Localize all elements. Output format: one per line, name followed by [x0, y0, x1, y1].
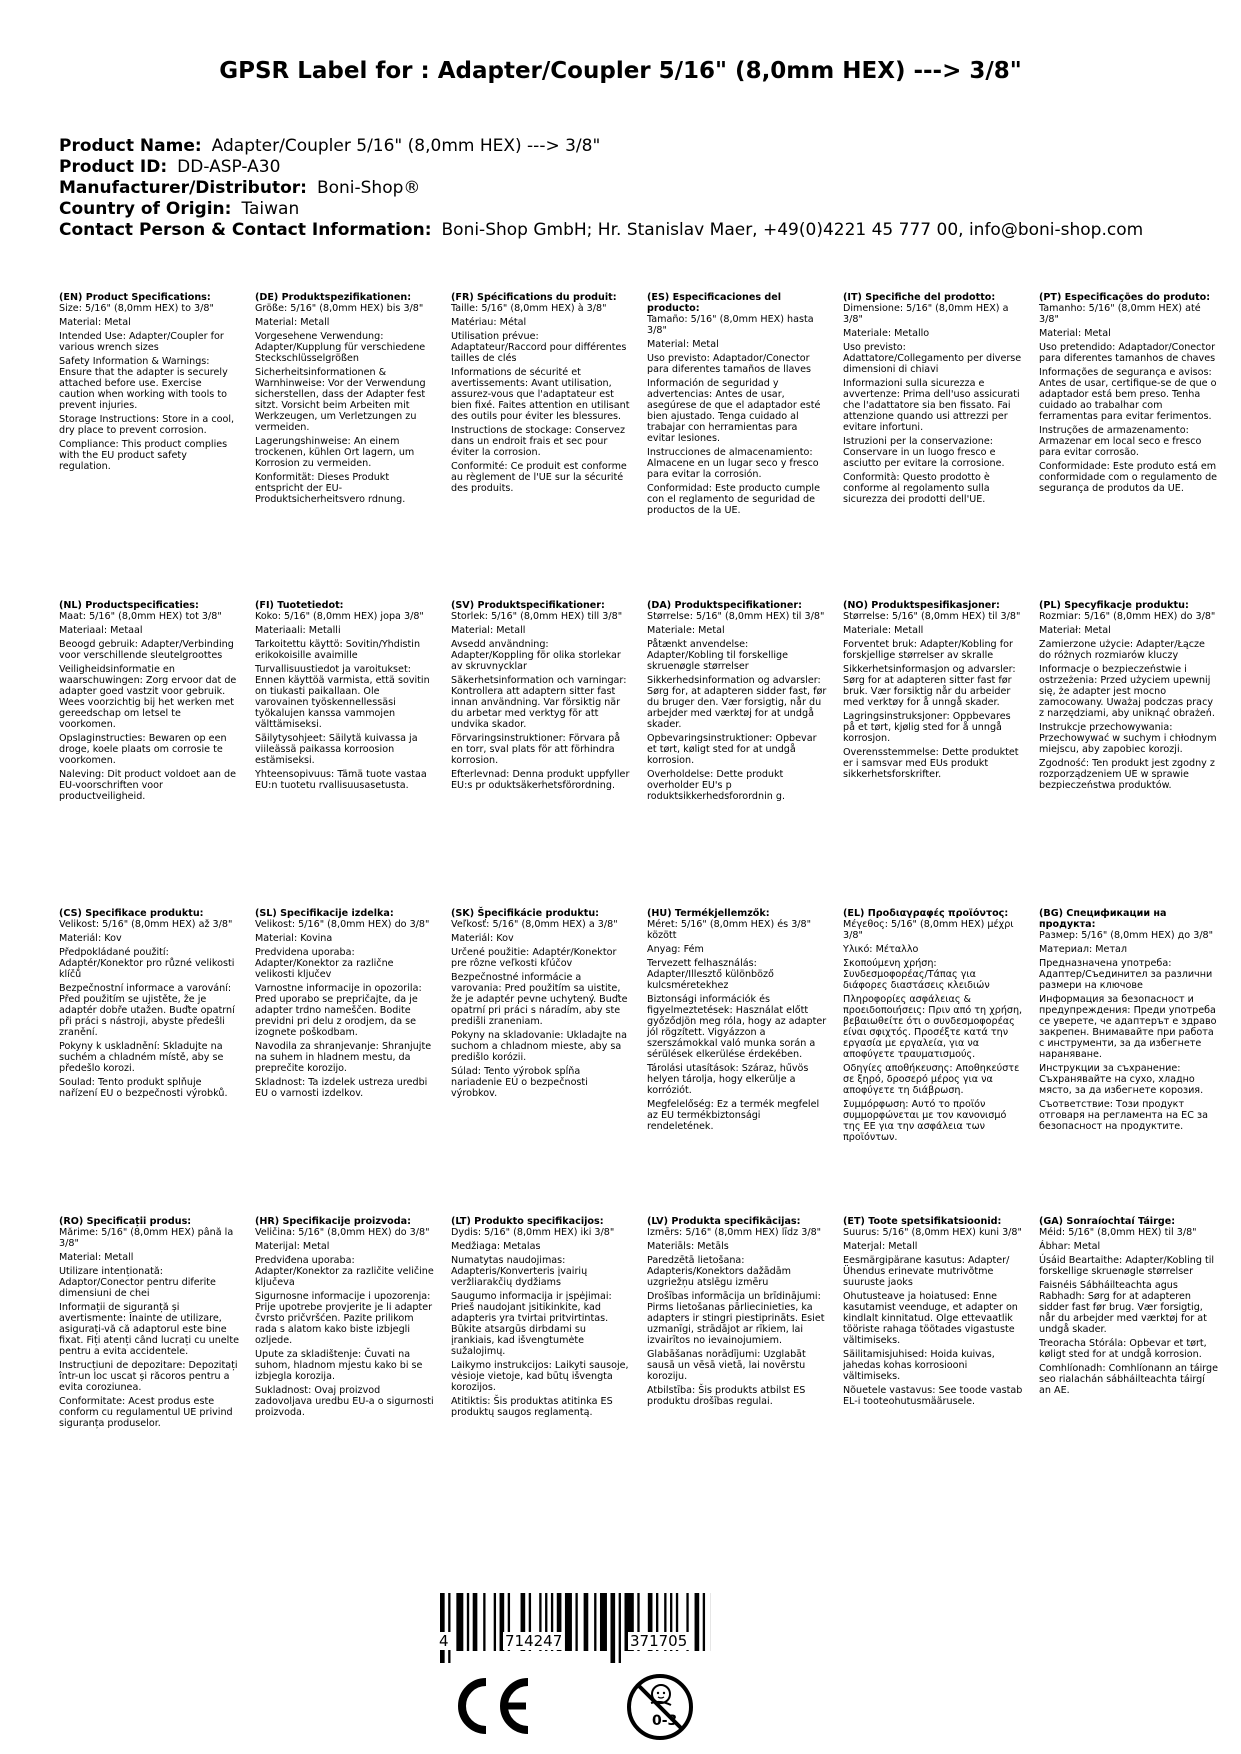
spec-material: Materiāls: Metāls — [647, 1241, 729, 1252]
spec-intended-use: Paredzētā lietošana: Adapteris/Konektors dažādām uzgriežņu atslēgu izmēru — [647, 1255, 791, 1288]
spec-compliance: Skladnost: Ta izdelek ustreza uredbi EU o varnosti izdelkov. — [255, 1077, 428, 1099]
spec-block — [59, 600, 239, 805]
spec-heading: (PL) Specyfikacje produktu: — [1039, 600, 1189, 611]
spec-block — [451, 600, 631, 794]
spec-compliance: Zgodność: Ten produkt jest zgodny z rozporządzeniem UE w sprawie bezpieczeństwa produktów. — [1039, 758, 1215, 791]
spec-intended-use: Intended Use: Adapter/Coupler for various wrench sizes — [59, 331, 224, 353]
spec-size: Tamaño: 5/16" (8,0mm HEX) hasta 3/8" — [647, 314, 814, 336]
spec-compliance: Conformitate: Acest produs este conform cu regulamentul UE privind siguranța produselor. — [59, 1396, 233, 1429]
spec-heading: (HR) Specifikacije proizvoda: — [255, 1216, 411, 1227]
spec-safety: Drošības informācija un brīdinājumi: Pirms lietošanas pārliecinieties, ka adapters ir stingri piestiprināts. Esiet uzmanīgi, strādājot ar rīkiem, lai izvairītos no ievainojumiem. — [647, 1291, 825, 1346]
spec-safety: Turvallisuustiedot ja varoitukset: Ennen käyttöä varmista, että sovitin on tiukasti paikallaan. Ole varovainen työskennellessäsi työkalujen kanssa vammojen välttämiseksi. — [255, 664, 430, 730]
spec-storage: Laikymo instrukcijos: Laikyti sausoje, vėsioje vietoje, kad būtų išvengta korozijos. — [451, 1360, 629, 1393]
country-value: Taiwan — [241, 199, 300, 219]
spec-intended-use: Predviđena uporaba: Adapter/Konektor za različite veličine ključeva — [255, 1255, 434, 1288]
spec-storage: Инструкции за съхранение: Съхранявайте на сухо, хладно място, за да избегнете корозия. — [1039, 1063, 1204, 1096]
spec-material: Ábhar: Metal — [1039, 1241, 1101, 1252]
spec-safety: Safety Information & Warnings: Ensure that the adapter is securely attached before use. Exercise caution when working with tools to prevent injuries. — [59, 356, 228, 411]
spec-safety: Ohutusteave ja hoiatused: Enne kasutamist veenduge, et adapter on kindlalt kinnitatud. Olge ettevaatlik tööriste rahaga töötades vigastuste vältimiseks. — [843, 1291, 1018, 1346]
spec-storage: Lagringsinstruksjoner: Oppbevares på et tørt, kjølig sted for å unngå korrosjon. — [843, 711, 1011, 744]
spec-compliance: Compliance: This product complies with the EU product safety regulation. — [59, 439, 228, 472]
spec-material: Materjal: Metall — [843, 1241, 918, 1252]
spec-safety: Sikkerhetsinformasjon og advarsler: Sørg for at adapteren sitter fast før bruk. Vær forsiktig når du arbeider med verktøy for å unngå skader. — [843, 664, 1016, 708]
spec-intended-use: Tarkoitettu käyttö: Sovitin/Yhdistin erikokoisille avaimille — [255, 639, 421, 661]
spec-heading: (PT) Especificações do produto: — [1039, 292, 1211, 303]
spec-storage: Pokyny k uskladnění: Skladujte na suchém a chladném místě, aby se předešlo korozi. — [59, 1041, 224, 1074]
spec-heading: (CS) Specifikace produktu: — [59, 908, 204, 919]
spec-intended-use: Uso previsto: Adaptador/Conector para diferentes tamaños de llaves — [647, 353, 811, 375]
spec-storage: Upute za skladištenje: Čuvati na suhom, hladnom mjestu kako bi se izbjegla korozija. — [255, 1349, 423, 1382]
spec-block — [59, 292, 239, 475]
contact-row — [59, 220, 1143, 241]
spec-safety: Säkerhetsinformation och varningar: Kontrollera att adaptern sitter fast innan användning. Var försiktig när du arbetar med verktyg för att undvika skador. — [451, 675, 627, 730]
spec-intended-use: Forventet bruk: Adapter/Kobling for forskjellige størrelser av skralle — [843, 639, 1013, 661]
spec-compliance: Conformità: Questo prodotto è conforme al regolamento sulla sicurezza dei prodotti dell'UE. — [843, 472, 990, 505]
spec-size: Veličina: 5/16" (8,0mm HEX) do 3/8" — [255, 1227, 430, 1238]
spec-safety: Sigurnosne informacije i upozorenja: Prije upotrebe provjerite je li adapter čvrsto pričvršćen. Pazite prilikom rada s alatom kako biste izbjegli ozljede. — [255, 1291, 433, 1346]
page-title: GPSR Label for : Adapter/Coupler 5/16" (8,0mm HEX) ---> 3/8" — [219, 58, 1022, 84]
spec-intended-use: Úsáid Beartaithe: Adapter/Kobling til forskellige skruenøgle størrelser — [1039, 1255, 1215, 1277]
spec-storage: Navodila za shranjevanje: Shranjujte na suhem in hladnem mestu, da preprečite korozijo. — [255, 1041, 432, 1074]
spec-material: Materiaali: Metalli — [255, 625, 341, 636]
spec-material: Materiale: Metallo — [843, 328, 930, 339]
spec-heading: (SK) Špecifikácie produktu: — [451, 908, 600, 919]
spec-storage: Instructions de stockage: Conservez dans un endroit frais et sec pour éviter la corrosion. — [451, 425, 625, 458]
manufacturer-row — [59, 178, 1143, 199]
spec-size: Μέγεθος: 5/16" (8,0mm HEX) μέχρι 3/8" — [843, 919, 1014, 941]
spec-compliance: Συμμόρφωση: Αυτό το προϊόν συμμορφώνεται με τον κανονισμό της ΕΕ για την ασφάλεια των προϊόντων. — [843, 1099, 1007, 1143]
barcode-bar — [565, 1593, 572, 1651]
spec-material: Materiaal: Metaal — [59, 625, 143, 636]
spec-compliance: Yhteensopivuus: Tämä tuote vastaa EU:n tuotetu rvallisuusasetusta. — [255, 769, 427, 791]
barcode-bar — [440, 1593, 445, 1663]
spec-compliance: Konformität: Dieses Produkt entspricht der EU-Produktsicherheitsvero rdnung. — [255, 472, 406, 505]
spec-heading: (NL) Productspecificaties: — [59, 600, 199, 611]
spec-block — [255, 1216, 435, 1421]
spec-size: Izmērs: 5/16" (8,0mm HEX) līdz 3/8" — [647, 1227, 822, 1238]
barcode-bar — [584, 1593, 589, 1651]
spec-storage: Lagerungshinweise: An einem trockenen, kühlen Ort lagern, um Korrosion zu vermeiden. — [255, 436, 415, 469]
spec-intended-use: Beoogd gebruik: Adapter/Verbinding voor verschillende sleutelgroottes — [59, 639, 234, 661]
spec-heading: (IT) Specifiche del prodotto: — [843, 292, 996, 303]
spec-intended-use: Предназначена употреба: Адаптер/Съединител за различни размери на ключове — [1039, 958, 1213, 991]
spec-material: Material: Metall — [255, 317, 330, 328]
spec-size: Méret: 5/16" (8,0mm HEX) és 3/8" között — [647, 919, 812, 941]
spec-storage: Säilitamisjuhised: Hoida kuivas, jahedas kohas korrosiooni vältimiseks. — [843, 1349, 995, 1382]
spec-material: Materijal: Metal — [255, 1241, 330, 1252]
spec-material: Medžiaga: Metalas — [451, 1241, 541, 1252]
spec-material: Υλικό: Μέταλλο — [843, 944, 919, 955]
spec-safety: Sikkerhedsinformation og advarsler: Sørg for, at adapteren sidder fast, før du bruger den. Vær forsigtig, når du arbejder med værktøj for at undgå skader. — [647, 675, 827, 730]
spec-compliance: Conformité: Ce produit est conforme au règlement de l'UE sur la sécurité des produits. — [451, 461, 627, 494]
spec-heading: (LT) Produkto specifikacijos: — [451, 1216, 604, 1227]
spec-heading: (DE) Produktspezifikationen: — [255, 292, 412, 303]
spec-safety: Informații de siguranță și avertismente: Înainte de utilizare, asigurați-vă că adaptorul este bine fixat. Fiți atenți când lucrați cu unelte pentru a evita accidentele. — [59, 1302, 240, 1357]
spec-intended-use: Numatytas naudojimas: Adapteris/Konverteris įvairių veržliarakčių dydžiams — [451, 1255, 588, 1288]
spec-heading: (NO) Produktspesifikasjoner: — [843, 600, 1000, 611]
spec-compliance: Efterlevnad: Denna produkt uppfyller EU:s pr oduktsäkerhetsförordning. — [451, 769, 630, 791]
spec-intended-use: Predvidena uporaba: Adapter/Konektor za različne velikosti ključev — [255, 947, 394, 980]
spec-compliance: Atbilstība: Šis produkts atbilst ES produktu drošības regulai. — [647, 1385, 806, 1407]
spec-block — [59, 1216, 239, 1432]
manufacturer-value: Boni-Shop® — [316, 178, 421, 198]
spec-size: Размер: 5/16" (8,0mm HEX) до 3/8" — [1039, 930, 1214, 941]
spec-storage: Οδηγίες αποθήκευσης: Αποθηκεύστε σε ξηρό, δροσερό μέρος για να αποφύγετε τη διάβρωση. — [843, 1063, 1020, 1096]
product-id-value: DD-ASP-A30 — [177, 157, 281, 177]
spec-storage: Instrucciones de almacenamiento: Almacene en un lugar seco y fresco para evitar la corrosión. — [647, 447, 819, 480]
spec-storage: Förvaringsinstruktioner: Förvara på en torr, sval plats för att förhindra korrosion. — [451, 733, 621, 766]
spec-size: Mărime: 5/16" (8,0mm HEX) până la 3/8" — [59, 1227, 234, 1249]
spec-block — [1039, 292, 1219, 497]
spec-block — [1039, 908, 1219, 1135]
manufacturer-label: Manufacturer/Distributor: — [59, 178, 307, 198]
spec-heading: (LV) Produkta specifikācijas: — [647, 1216, 801, 1227]
spec-material: Material: Metall — [451, 625, 526, 636]
spec-compliance: Съответствие: Този продукт отговаря на регламента на ЕС за безопасност на продуктите. — [1039, 1099, 1208, 1132]
spec-compliance: Megfelelőség: Ez a termék megfelel az EU termékbiztonsági rendeletének. — [647, 1099, 820, 1132]
spec-size: Velikost: 5/16" (8,0mm HEX) do 3/8" — [255, 919, 430, 930]
spec-heading: (EL) Προδιαγραφές προϊόντος: — [843, 908, 1009, 919]
spec-size: Koko: 5/16" (8,0mm HEX) jopa 3/8" — [255, 611, 424, 622]
spec-block — [843, 292, 1023, 508]
barcode-bar — [610, 1593, 615, 1663]
product-name-value: Adapter/Coupler 5/16" (8,0mm HEX) ---> 3/8" — [211, 136, 601, 156]
barcode-bar — [483, 1593, 485, 1651]
spec-safety: Saugumo informacija ir įspėjimai: Prieš naudojant įsitikinkite, kad adapteris yra tvirtai pritvirtintas. Būkite atsargūs dirbdami su įrankiais, kad išvengtumėte sužalojimų. — [451, 1291, 612, 1357]
spec-block — [843, 908, 1023, 1146]
country-row — [59, 199, 1143, 220]
spec-safety: Información de seguridad y advertencias: Antes de usar, asegúrese de que el adaptador esté bien ajustado. Tenga cuidado al trabajar con herramientas para evitar lesiones. — [647, 378, 821, 444]
spec-material: Materiale: Metal — [647, 625, 725, 636]
spec-block — [843, 1216, 1023, 1410]
spec-storage: Tárolási utasítások: Száraz, hűvös helyen tárolja, hogy elkerülje a korróziót. — [647, 1063, 809, 1096]
spec-material: Materiale: Metall — [843, 625, 924, 636]
spec-heading: (SV) Produktspecifikationer: — [451, 600, 605, 611]
spec-heading: (EN) Product Specifications: — [59, 292, 211, 303]
spec-intended-use: Påtænkt anvendelse: Adapter/Kobling til forskellige skruenøgle størrelser — [647, 639, 789, 672]
spec-heading: (BG) Спецификации на продукта: — [1039, 908, 1167, 930]
spec-compliance: Conformidade: Este produto está em conformidade com o regulamento de segurança de produtos da UE. — [1039, 461, 1218, 494]
product-name-row — [59, 136, 1143, 157]
spec-compliance: Naleving: Dit product voldoet aan de EU-voorschriften voor productveiligheid. — [59, 769, 236, 802]
spec-block — [59, 908, 239, 1102]
barcode-bar — [448, 1593, 450, 1663]
spec-size: Tamanho: 5/16" (8,0mm HEX) até 3/8" — [1039, 303, 1201, 325]
spec-compliance: Sukladnost: Ovaj proizvod zadovoljava uredbu EU-a o sigurnosti proizvoda. — [255, 1385, 434, 1418]
barcode-digits-right: 371705 — [630, 1632, 688, 1650]
not-for-children-0-3-icon — [625, 1672, 695, 1742]
spec-intended-use: Utilizare intenționată: Adaptor/Conector pentru diferite dimensiuni de chei — [59, 1266, 216, 1299]
spec-compliance: Atitiktis: Šis produktas atitinka ES produktų saugos reglamentą. — [451, 1396, 613, 1418]
spec-block — [647, 908, 827, 1135]
spec-intended-use: Uso previsto: Adattatore/Collegamento per diverse dimensioni di chiavi — [843, 342, 1022, 375]
spec-compliance: Nõuetele vastavus: See toode vastab EL-i tooteohutusmäärusele. — [843, 1385, 1023, 1407]
spec-safety: Varnostne informacije in opozorila: Pred uporabo se prepričajte, da je adapter trdno nameščen. Bodite previdni pri delu z orodjem, da se izognete poškodbam. — [255, 983, 422, 1038]
spec-material: Anyag: Fém — [647, 944, 704, 955]
barcode-bar — [695, 1593, 700, 1651]
spec-block — [647, 292, 827, 519]
spec-safety: Informações de segurança e avisos: Antes de usar, certifique-se de que o adaptador está bem preso. Tenha cuidado ao trabalhar com ferramentas para evitar ferimentos. — [1039, 367, 1217, 422]
spec-heading: (FR) Spécifications du produit: — [451, 292, 617, 303]
spec-compliance: Overholdelse: Dette produkt overholder EU's p roduktsikkerhedsforordnin g. — [647, 769, 786, 802]
spec-intended-use: Σκοπούμενη χρήση: Συνδεσμοφορέας/Τάπας για διάφορες διαστάσεις κλειδιών — [843, 958, 990, 991]
spec-block — [1039, 600, 1219, 794]
spec-storage: Instruções de armazenamento: Armazenar em local seco e fresco para evitar corrosão. — [1039, 425, 1202, 458]
spec-storage: Opbevaringsinstruktioner: Opbevar et tørt, køligt sted for at undgå korrosion. — [647, 733, 817, 766]
spec-material: Materiál: Kov — [59, 933, 122, 944]
spec-safety: Sicherheitsinformationen & Warnhinweise: Vor der Verwendung sicherstellen, dass der Adapter fest sitzt. Vorsicht beim Arbeiten mit Werkzeugen, um Verletzungen zu vermeiden. — [255, 367, 426, 433]
spec-heading: (GA) Sonraíochtaí Táirge: — [1039, 1216, 1176, 1227]
spec-safety: Biztonsági információk és figyelmeztetések: Használat előtt győződjön meg róla, hogy az adapter jól rögzített. Vigyázzon a szerszámokkal való munka során a sérülések elkerülése érdekében. — [647, 994, 827, 1060]
age-label: 0-3 — [652, 1713, 678, 1729]
spec-intended-use: Zamierzone użycie: Adapter/Łącze do różnych rozmiarów kluczy — [1039, 639, 1205, 661]
barcode-digits-left: 714247 — [505, 1632, 563, 1650]
spec-block — [451, 292, 631, 497]
spec-storage: Säilytysohjeet: Säilytä kuivassa ja viileässä paikassa korroosion estämiseksi. — [255, 733, 418, 766]
barcode-bar — [494, 1593, 496, 1651]
spec-size: Veľkosť: 5/16" (8,0mm HEX) a 3/8" — [451, 919, 618, 930]
spec-block — [451, 1216, 631, 1421]
spec-material: Material: Metal — [1039, 328, 1111, 339]
spec-safety: Информация за безопасност и предупреждения: Преди употреба се уверете, че адаптерът е здраво закрепен. Внимавайте при работа с инструменти, за да избегнете нараняване. — [1039, 994, 1217, 1060]
spec-block — [451, 908, 631, 1102]
spec-material: Material: Metall — [59, 1252, 134, 1263]
spec-storage: Treoracha Stórála: Opbevar et tørt, køligt sted for at undgå korrosion. — [1039, 1338, 1207, 1360]
spec-size: Størrelse: 5/16" (8,0mm HEX) til 3/8" — [647, 611, 825, 622]
spec-safety: Informacje o bezpieczeństwie i ostrzeżenia: Przed użyciem upewnij się, że adapter jest mocno zamocowany. Uważaj podczas pracy z narzędziami, aby uniknąć obrażeń. — [1039, 664, 1215, 719]
product-name-label: Product Name: — [59, 136, 202, 156]
spec-intended-use: Avsedd användning: Adapter/Koppling för olika storlekar av skruvnycklar — [451, 639, 621, 672]
spec-size: Rozmiar: 5/16" (8,0mm HEX) do 3/8" — [1039, 611, 1216, 622]
spec-block — [255, 908, 435, 1102]
spec-size: Størrelse: 5/16" (8,0mm HEX) til 3/8" — [843, 611, 1021, 622]
spec-safety: Πληροφορίες ασφάλειας & προειδοποιήσεις: Πριν από τη χρήση, βεβαιωθείτε ότι ο συνδεσμοφορέας είναι σφιχτός. Προσέξτε κατά την εργασία με εργαλεία, για να αποφύγετε τραυματισμούς. — [843, 994, 1023, 1060]
spec-intended-use: Předpokládané použití: Adaptér/Konektor pro různé velikosti klíčů — [59, 947, 235, 980]
barcode-bar — [703, 1593, 705, 1651]
spec-material: Material: Metal — [59, 317, 131, 328]
spec-storage: Istruzioni per la conservazione: Conservare in un luogo fresco e asciutto per evitare la corrosione. — [843, 436, 1005, 469]
spec-safety: Informations de sécurité et avertissements: Avant utilisation, assurez-vous que l'adaptateur est bien fixé. Faites attention en utilisant des outils pour éviter les blessures. — [451, 367, 630, 422]
spec-heading: (ET) Toote spetsifikatsioonid: — [843, 1216, 1002, 1227]
spec-heading: (DA) Produktspecifikationer: — [647, 600, 802, 611]
spec-material: Material: Kovina — [255, 933, 333, 944]
spec-size: Maat: 5/16" (8,0mm HEX) tot 3/8" — [59, 611, 222, 622]
spec-block — [255, 292, 435, 508]
spec-safety: Faisnéis Sábháilteachta agus Rabhadh: Sørg for at adapteren sidder fast før brug. Vær forsigtig, når du arbejder med værktøj for at undgå skader. — [1039, 1280, 1207, 1335]
spec-heading: (FI) Tuotetiedot: — [255, 600, 344, 611]
spec-storage: Glabāšanas norādījumi: Uzglabāt sausā un vēsā vietā, lai novērstu koroziju. — [647, 1349, 806, 1382]
spec-size: Suurus: 5/16" (8,0mm HEX) kuni 3/8" — [843, 1227, 1022, 1238]
spec-block — [255, 600, 435, 794]
barcode-bar — [594, 1593, 596, 1651]
spec-heading: (SL) Specifikacije izdelka: — [255, 908, 394, 919]
product-id-row — [59, 157, 1143, 178]
spec-safety: Bezpečnostné informácie a varovania: Pred použitím sa uistite, že je adaptér pevne uchytený. Buďte opatrní pri práci s náradím, aby ste predišli zraneniam. — [451, 972, 628, 1027]
barcode-bar — [619, 1593, 621, 1663]
country-label: Country of Origin: — [59, 199, 232, 219]
contact-value: Boni-Shop GmbH; Hr. Stanislav Maer, +49(0)4221 45 777 00, info@boni-shop.com — [441, 220, 1144, 240]
barcode-bar — [467, 1593, 469, 1651]
spec-compliance: Comhlíonadh: Comhlíonann an táirge seo rialachán sábháilteachta táirgí an AE. — [1039, 1363, 1219, 1396]
spec-intended-use: Eesmärgipärane kasutus: Adapter/Ühendus erinevate mutrivõtme suuruste jaoks — [843, 1255, 1010, 1288]
spec-block — [647, 600, 827, 805]
spec-safety: Informazioni sulla sicurezza e avvertenze: Prima dell'uso assicurati che l'adattatore sia ben fissato. Fai attenzione quando usi attrezzi per evitare infortuni. — [843, 378, 1020, 433]
spec-storage: Storage Instructions: Store in a cool, dry place to prevent corrosion. — [59, 414, 235, 436]
contact-label: Contact Person & Contact Information: — [59, 220, 432, 240]
spec-intended-use: Uso pretendido: Adaptador/Conector para diferentes tamanhos de chaves — [1039, 342, 1216, 364]
spec-storage: Instrucțiuni de depozitare: Depozitați într-un loc uscat și răcoros pentru a evita coroziunea. — [59, 1360, 238, 1393]
spec-intended-use: Vorgesehene Verwendung: Adapter/Kupplung für verschiedene Steckschlüsselgrößen — [255, 331, 426, 364]
spec-material: Materiał: Metal — [1039, 625, 1111, 636]
barcode-bar — [473, 1593, 478, 1651]
spec-size: Taille: 5/16" (8,0mm HEX) à 3/8" — [451, 303, 607, 314]
spec-storage: Instrukcje przechowywania: Przechowywać w suchym i chłodnym miejscu, aby zapobiec korozji. — [1039, 722, 1217, 755]
spec-size: Méid: 5/16" (8,0mm HEX) til 3/8" — [1039, 1227, 1197, 1238]
spec-block — [647, 1216, 827, 1410]
spec-storage: Pokyny na skladovanie: Ukladajte na suchom a chladnom mieste, aby sa predišlo korózii. — [451, 1030, 627, 1063]
spec-compliance: Conformidad: Este producto cumple con el reglamento de seguridad de productos de la UE. — [647, 483, 820, 516]
spec-material: Matériau: Métal — [451, 317, 527, 328]
spec-safety: Bezpečnostní informace a varování: Před použitím se ujistěte, že je adaptér dobře utažen. Buďte opatrní při práci s nástroji, abyste předešli zranění. — [59, 983, 235, 1038]
barcode-bar — [600, 1593, 607, 1651]
spec-safety: Veiligheidsinformatie en waarschuwingen: Zorg ervoor dat de adapter goed vastzit voor gebruik. Wees voorzichtig bij het werken met gereedschap om letsel te voorkomen. — [59, 664, 237, 730]
spec-size: Dimensione: 5/16" (8,0mm HEX) a 3/8" — [843, 303, 1009, 325]
spec-material: Materiál: Kov — [451, 933, 514, 944]
spec-intended-use: Určené použitie: Adaptér/Konektor pre rôzne veľkosti kľúčov — [451, 947, 617, 969]
barcode-icon — [436, 1593, 711, 1663]
spec-material: Material: Metal — [647, 339, 719, 350]
barcode-bar — [575, 1593, 577, 1651]
spec-block — [843, 600, 1023, 783]
product-id-label: Product ID: — [59, 157, 168, 177]
spec-heading: (HU) Termékjellemzők: — [647, 908, 770, 919]
ce-mark-icon — [452, 1676, 534, 1736]
spec-size: Velikost: 5/16" (8,0mm HEX) až 3/8" — [59, 919, 233, 930]
product-info — [59, 136, 1143, 241]
spec-compliance: Soulad: Tento produkt splňuje nařízení EU o bezpečnosti výrobků. — [59, 1077, 228, 1099]
spec-size: Size: 5/16" (8,0mm HEX) to 3/8" — [59, 303, 214, 314]
spec-size: Storlek: 5/16" (8,0mm HEX) till 3/8" — [451, 611, 623, 622]
spec-size: Dydis: 5/16" (8,0mm HEX) iki 3/8" — [451, 1227, 615, 1238]
spec-heading: (ES) Especificaciones del producto: — [647, 292, 782, 314]
spec-size: Größe: 5/16" (8,0mm HEX) bis 3/8" — [255, 303, 424, 314]
spec-storage: Opslaginstructies: Bewaren op een droge, koele plaats om corrosie te voorkomen. — [59, 733, 227, 766]
spec-material: Материал: Метал — [1039, 944, 1128, 955]
spec-compliance: Overensstemmelse: Dette produktet er i samsvar med EUs produkt sikkerhetsforskrifter. — [843, 747, 1019, 780]
spec-compliance: Súlad: Tento výrobok spĺňa nariadenie EÚ o bezpečnosti výrobkov. — [451, 1066, 588, 1099]
spec-block — [1039, 1216, 1219, 1399]
barcode-digit-first: 4 — [439, 1632, 449, 1650]
spec-heading: (RO) Specificații produs: — [59, 1216, 192, 1227]
spec-intended-use: Tervezett felhasználás: Adapter/Illesztő különböző kulcsméretekhez — [647, 958, 774, 991]
spec-intended-use: Utilisation prévue: Adaptateur/Raccord pour différentes tailles de clés — [451, 331, 627, 364]
barcode-bar — [456, 1593, 463, 1651]
